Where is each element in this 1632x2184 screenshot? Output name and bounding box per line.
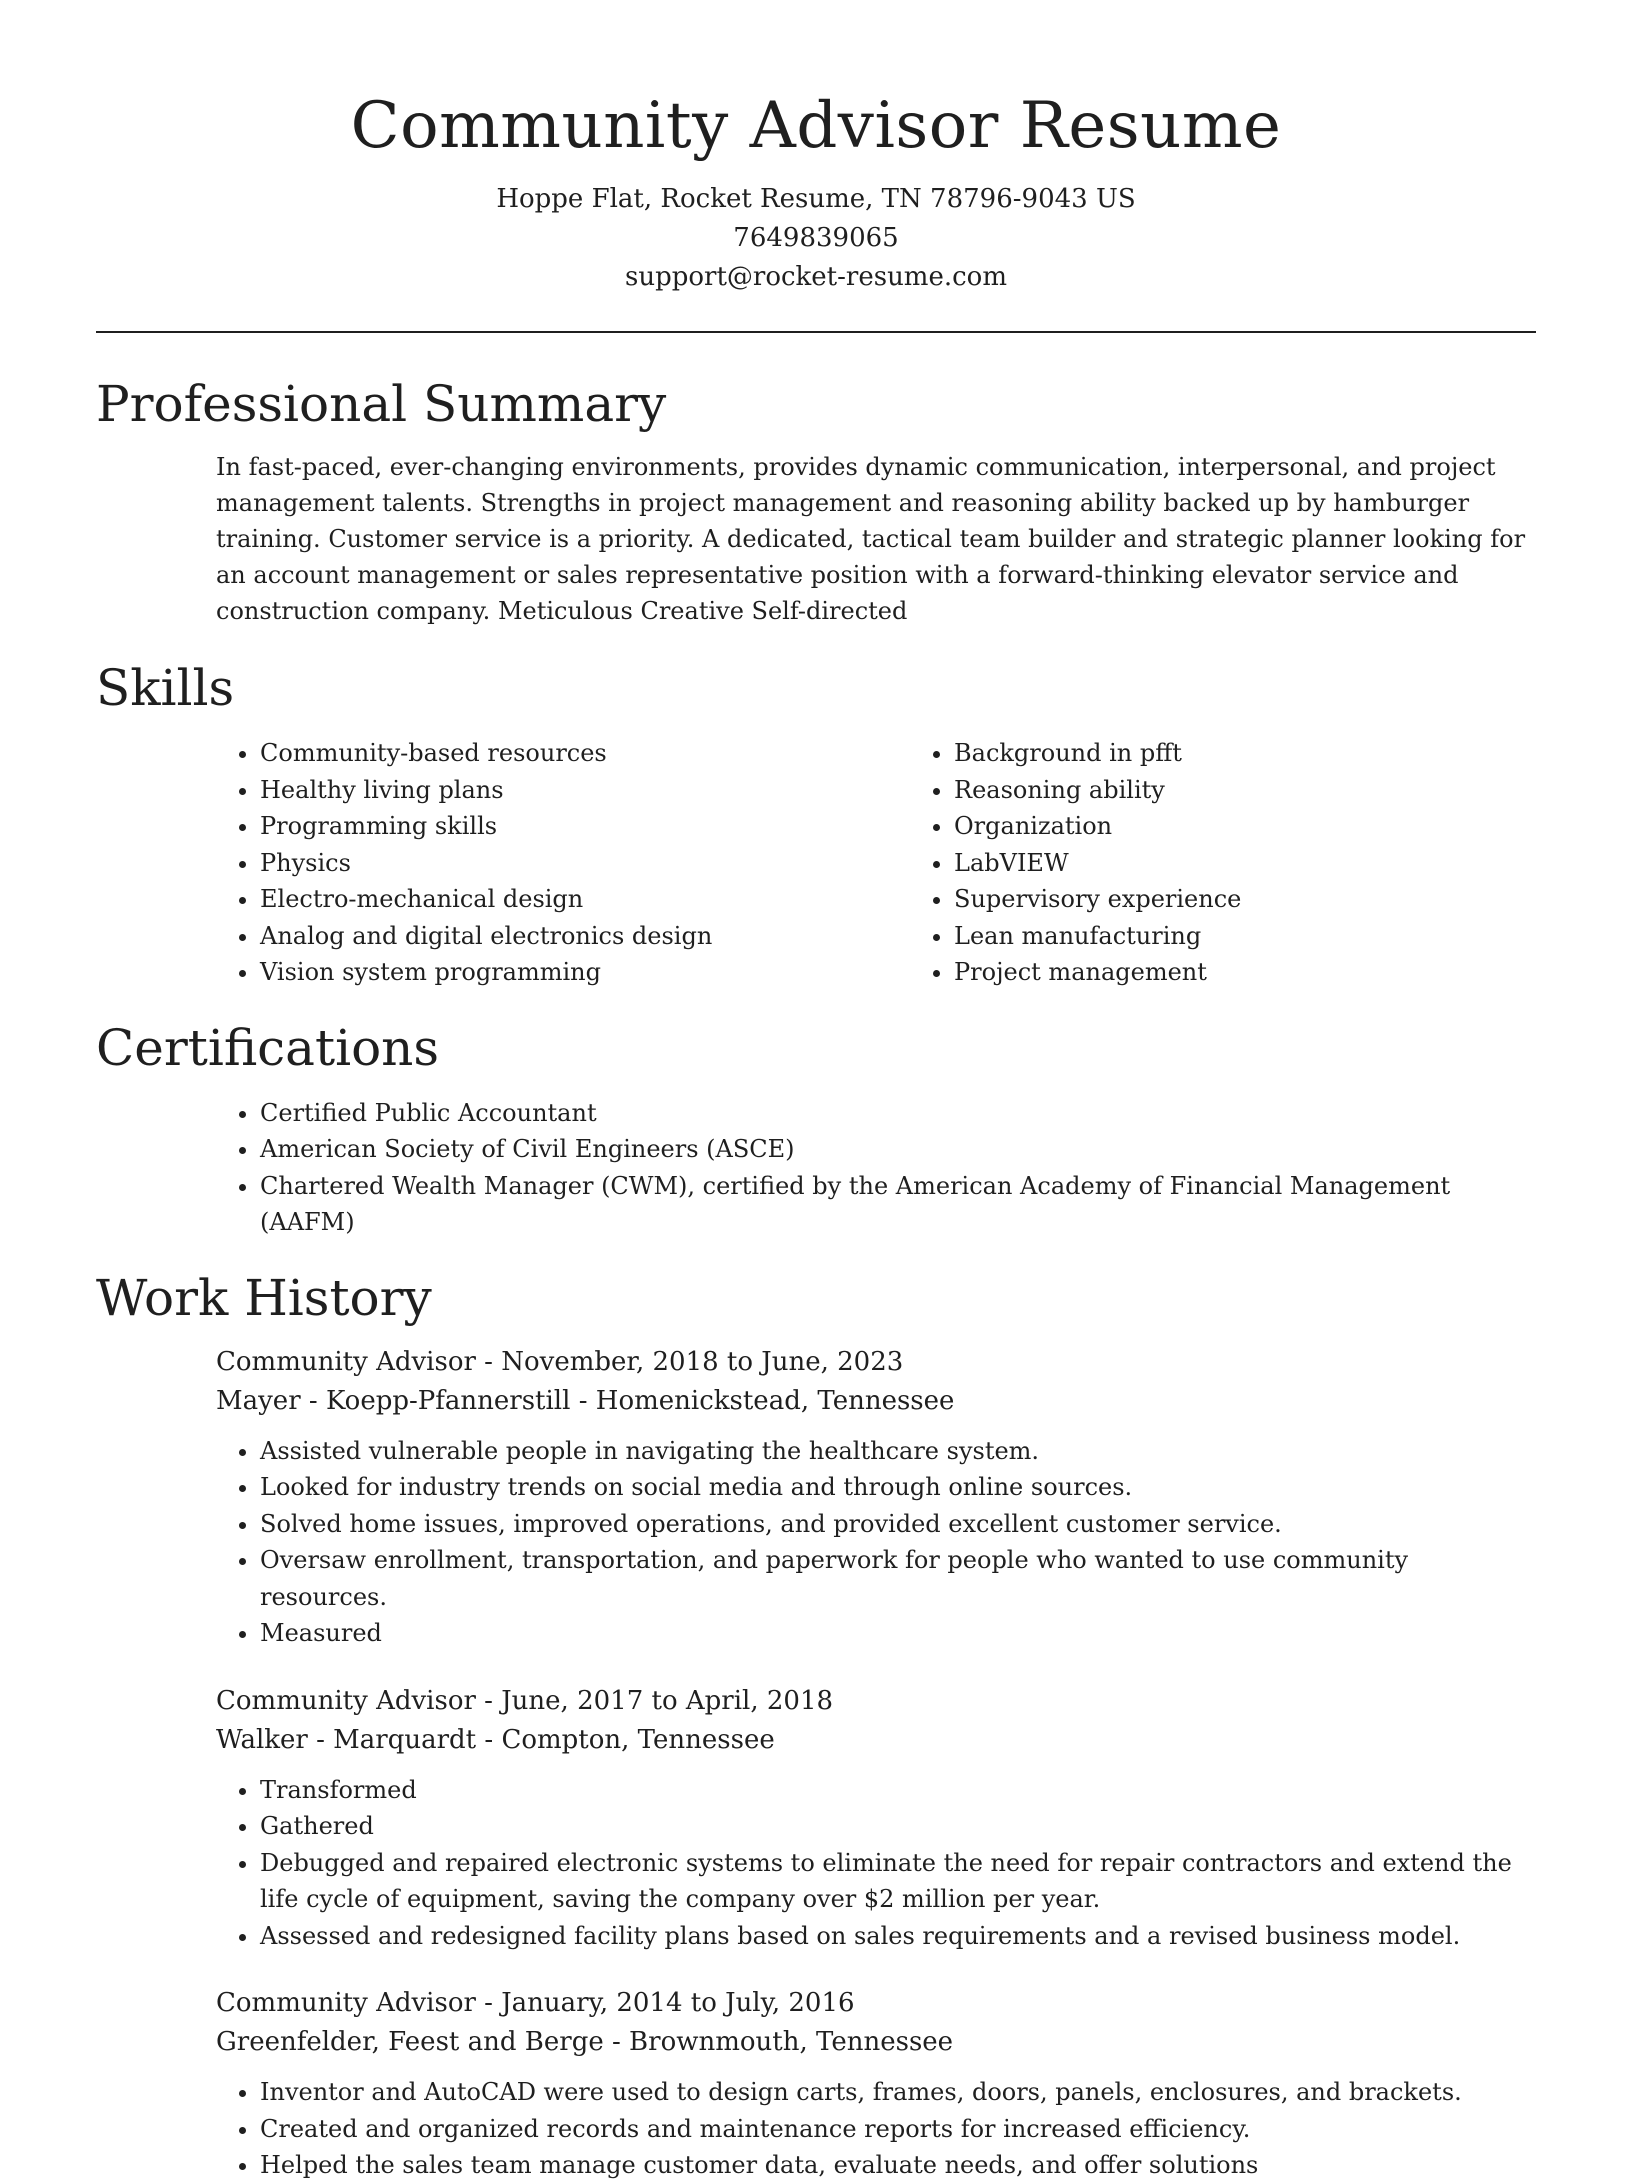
job-bullet: • Assessed and redesigned facility plans based on sales requirements and a revised business model. [260,1918,1536,1955]
skills-list-right [910,735,1241,991]
job-bullet: • Transformed [260,1772,1536,1809]
job-bullets [216,1772,1536,1955]
job-title-line [216,1343,1536,1382]
job-bullet: • Assisted vulnerable people in navigating the healthcare system. [260,1433,1536,1470]
contact-email: support@rocket-resume.com [624,262,1007,292]
contact-address: Hoppe Flat, Rocket Resume, TN 78796-9043 US [496,184,1136,214]
job-dates: - June, 2017 to April, 2018 [475,1685,834,1716]
job-entry [216,1984,1536,2184]
contact-phone: 7649839065 [733,223,899,253]
job-bullet: • Solved home issues, improved operations, and provided excellent customer service. [260,1506,1536,1543]
job-title-line [216,1984,1536,2023]
skills-heading: Skills [96,659,235,717]
job-location: - Homenickstead, Tennessee [570,1385,955,1416]
job-company: Walker - Marquardt [216,1724,477,1755]
job-company-line [216,2023,1536,2062]
job-location: - Brownmouth, Tennessee [603,2027,954,2057]
certification-item: • Certified Public Accountant [260,1095,1536,1132]
job-entry [216,1682,1536,1955]
skill-item: • LabVIEW [954,845,1241,882]
skill-item: • Vision system programming [260,954,910,991]
skill-item: • Background in pfft [954,735,1241,772]
job-entry [216,1343,1536,1652]
skill-item: • Electro-mechanical design [260,881,910,918]
contact-block [96,180,1536,297]
skill-item: • Analog and digital electronics design [260,918,910,955]
job-title-line [216,1682,1536,1721]
skill-item: • Physics [260,845,910,882]
job-bullet: • Measured [260,1615,1536,1652]
job-bullets [216,1433,1536,1652]
job-dates: - January, 2014 to July, 2016 [475,1988,855,2018]
skill-item: • Community-based resources [260,735,910,772]
job-bullets [216,2074,1536,2184]
skill-item: • Programming skills [260,808,910,845]
certifications-list [216,1095,1536,1241]
skill-item: • Organization [954,808,1241,845]
header-divider [96,331,1536,333]
job-bullet: • Oversaw enrollment, transportation, and paperwork for people who wanted to use community resources. [260,1542,1536,1615]
job-title: Community Advisor [216,1685,476,1716]
job-company: Mayer - Koepp-Pfannerstill [216,1385,571,1416]
resume-title: Community Advisor Resume [350,89,1282,163]
skills-columns [216,735,1536,991]
work-history-heading: Work History [96,1268,432,1327]
skill-item: • Lean manufacturing [954,918,1241,955]
job-bullet: • Looked for industry trends on social media and through online sources. [260,1469,1536,1506]
job-company: Greenfelder, Feest and Berge [216,2027,604,2057]
job-bullet: • Debugged and repaired electronic systems to eliminate the need for repair contractors and extend the life cycle of equipment, saving the company over $2 million per year. [260,1845,1536,1918]
job-company-line [216,1382,1536,1421]
skill-item: • Healthy living plans [260,772,910,809]
job-company-line [216,1721,1536,1760]
job-bullet: • Gathered [260,1808,1536,1845]
certification-item: • Chartered Wealth Manager (CWM), certified by the American Academy of Financial Management (AAFM) [260,1168,1536,1241]
work-history-section [96,1265,1536,2184]
skill-item: • Reasoning ability [954,772,1241,809]
certification-item: • American Society of Civil Engineers (ASCE) [260,1131,1536,1168]
job-bullet: • Helped the sales team manage customer data, evaluate needs, and offer solutions [260,2147,1536,2184]
certifications-section [96,1015,1536,1241]
summary-section [96,371,1536,629]
skills-list-left [216,735,910,991]
summary-text: In fast-paced, ever-changing environments, provides dynamic communication, interpersonal, and project management talents. Strengths in project management and reasoning ability backed up by hamburger training. Customer service is a priority. A dedicated, tactical team builder and strategic planner looking for an account management or sales representative position with a forward-thinking elevator service and construction company. Meticulous Creative Self-directed [216,453,1526,625]
certifications-heading: Certifications [96,1018,440,1077]
resume-header [96,0,1536,297]
skills-section [96,655,1536,991]
job-bullet: • Inventor and AutoCAD were used to design carts, frames, doors, panels, enclosures, and brackets. [260,2074,1536,2111]
skill-item: • Project management [954,954,1241,991]
resume-page [96,0,1536,2184]
summary-heading: Professional Summary [96,375,667,433]
skill-item: • Supervisory experience [954,881,1241,918]
job-bullet: • Created and organized records and maintenance reports for increased efficiency. [260,2111,1536,2148]
job-title: Community Advisor [216,1988,476,2018]
job-dates: - November, 2018 to June, 2023 [475,1346,904,1377]
job-location: - Compton, Tennessee [476,1724,775,1755]
job-title: Community Advisor [216,1346,476,1377]
